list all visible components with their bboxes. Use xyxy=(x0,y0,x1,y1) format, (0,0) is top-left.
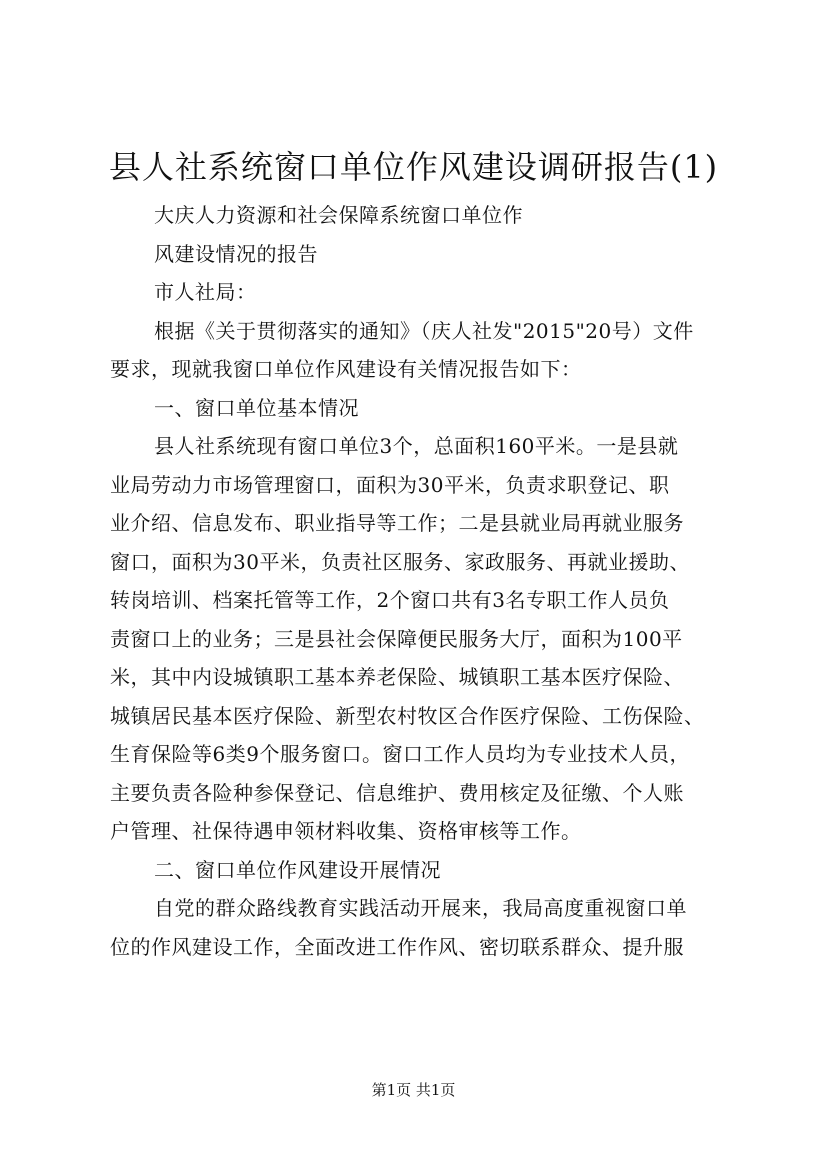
body-line: 户管理、社保待遇申领材料收集、资格审核等工作。 xyxy=(110,819,582,843)
body-line: 风建设情况的报告 xyxy=(154,241,318,266)
body-line: 米，其中内设城镇职工基本养老保险、城镇职工基本医疗保险、 xyxy=(110,665,684,689)
body-line: 位的作风建设工作，全面改进工作作风、密切联系群众、提升服 xyxy=(110,934,684,959)
body-line: 县人社系统现有窗口单位3个，总面积160平米。一是县就 xyxy=(154,434,679,458)
body-line: 主要负责各险种参保登记、信息维护、费用核定及征缴、个人账 xyxy=(110,780,684,805)
body-line: 要求，现就我窗口单位作风建设有关情况报告如下： xyxy=(110,357,582,381)
page-number-footer: 第1页 共1页 xyxy=(371,1081,456,1099)
body-line: 大庆人力资源和社会保障系统窗口单位作 xyxy=(154,203,523,227)
document-body xyxy=(110,196,740,966)
section-heading: 二、窗口单位作风建设开展情况 xyxy=(154,857,441,882)
body-line: 市人社局： xyxy=(154,280,257,304)
section-heading: 一、窗口单位基本情况 xyxy=(154,395,359,420)
body-line: 生育保险等6类9个服务窗口。窗口工作人员均为专业技术人员， xyxy=(110,742,690,766)
document-title: 县人社系统窗口单位作风建设调研报告(1) xyxy=(108,148,719,186)
body-line: 自党的群众路线教育实践活动开展来，我局高度重视窗口单 xyxy=(154,896,687,920)
body-line: 责窗口上的业务；三是县社会保障便民服务大厅，面积为100平 xyxy=(110,626,683,651)
body-line: 根据《关于贯彻落实的通知》（庆人社发"2015"20号）文件 xyxy=(154,318,694,343)
body-line: 业局劳动力市场管理窗口，面积为30平米，负责求职登记、职 xyxy=(110,472,670,497)
body-line: 城镇居民基本医疗保险、新型农村牧区合作医疗保险、工伤保险、 xyxy=(110,703,705,728)
body-line: 窗口，面积为30平米，负责社区服务、家政服务、再就业援助、 xyxy=(110,549,690,574)
body-line: 业介绍、信息发布、职业指导等工作；二是县就业局再就业服务 xyxy=(110,511,684,535)
body-line: 转岗培训、档案托管等工作，2个窗口共有3名专职工作人员负 xyxy=(110,588,670,612)
